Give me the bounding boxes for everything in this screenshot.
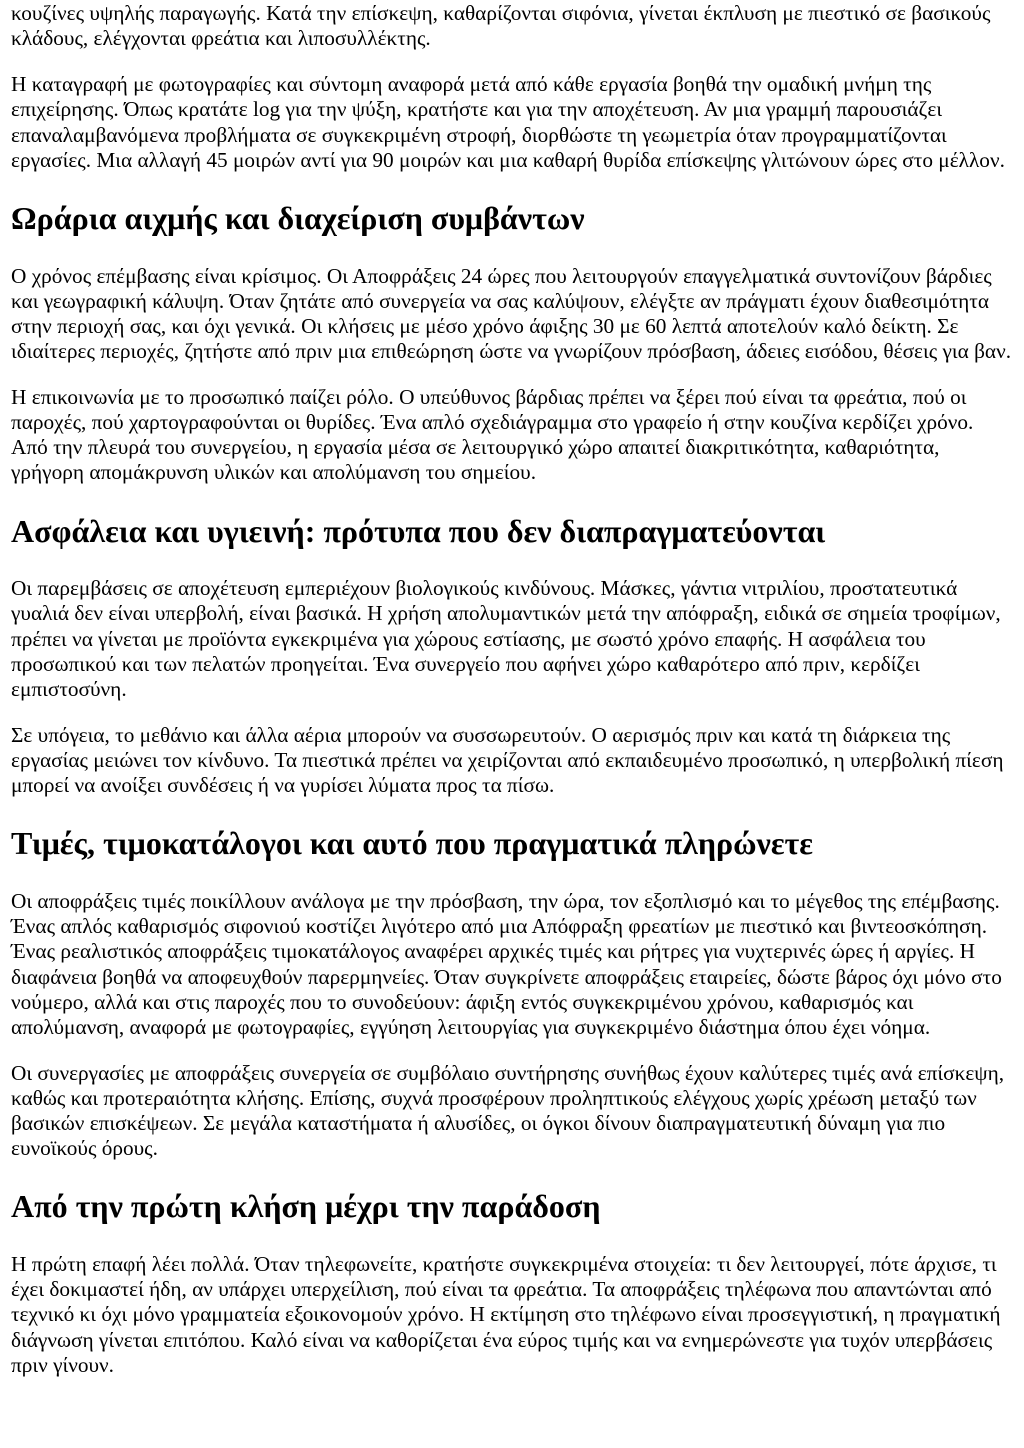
paragraph: Η επικοινωνία με το προσωπικό παίζει ρόλο. Ο υπεύθυνος βάρδιας πρέπει να ξέρει πού είναι τα φρεάτια, πού οι παροχές, πού χαρτογραφούνται οι θυρίδες. Ένα απλό σχεδιάγραμμα στο γραφείο ή στην κουζίνα κερδίζει χρόνο. Από την πλευρά του συνεργείου, η εργασία μέσα σε λειτουργικό χώρο απαιτεί διακριτικότητα, καθαριότητα, γρήγορη απομάκρυνση υλικών και απολύμανση του σημείου. bbox=[11, 385, 974, 485]
paragraph: Ο χρόνος επέμβασης είναι κρίσιμος. Οι Αποφράξεις 24 ώρες που λειτουργούν επαγγελματικά συντονίζουν βάρδιες και γεωγραφική κάλυψη. Όταν ζητάτε από συνεργεία να σας καλύψουν, ελέγξτε αν πράγματι έχουν διαθεσιμότητα στην περιοχή σας, και όχι γενικά. Οι κλήσεις με μέσο χρόνο άφιξης 30 με 60 λεπτά αποτελούν καλό δείκτη. Σε ιδιαίτερες περιοχές, ζητήστε από πριν μια επιθεώρηση ώστε να γνωρίζουν πρόσβαση, άδειες εισόδου, θέσεις για βαν. bbox=[11, 263, 1012, 363]
article-body bbox=[11, 0, 1013, 1378]
section-heading: Ασφάλεια και υγιεινή: πρότυπα που δεν διαπραγματεύονται bbox=[11, 512, 826, 549]
paragraph: Οι αποφράξεις τιμές ποικίλλουν ανάλογα με την πρόσβαση, την ώρα, τον εξοπλισμό και το μέγεθος της επέμβασης. Ένας απλός καθαρισμός σιφονιού κοστίζει λιγότερο από μια Απόφραξη φρεατίων με πιεστικό και βιντεοσκόπηση. Ένας ρεαλιστικός αποφράξεις τιμοκατάλογος αναφέρει αρχικές τιμές και ρήτρες για νυχτερινές ώρες ή αργίες. Η διαφάνεια βοηθά να αποφευχθούν παρερμηνείες. Όταν συγκρίνετε αποφράξεις εταιρείες, δώστε βάρος όχι μόνο στο νούμερο, αλλά και στις παροχές που το συνοδεύουν: άφιξη εντός συγκεκριμένου χρόνου, καθαρισμός και απολύμανση, αναφορά με φωτογραφίες, εγγύηση λειτουργίας για συγκεκριμένο διάστημα όπου έχει νόημα. bbox=[11, 889, 1002, 1039]
section-heading: Από την πρώτη κλήση μέχρι την παράδοση bbox=[11, 1188, 601, 1225]
paragraph: Η πρώτη επαφή λέει πολλά. Όταν τηλεφωνείτε, κρατήστε συγκεκριμένα στοιχεία: τι δεν λειτουργεί, πότε άρχισε, τι έχει δοκιμαστεί ήδη, αν υπάρχει υπερχείλιση, πού είναι τα φρεάτια. Τα αποφράξεις τηλέφωνα που απαντώνται από τεχνικό κι όχι μόνο γραμματεία εξοικονομούν χρόνο. Η εκτίμηση στο τηλέφωνο είναι προσεγγιστική, η πραγματική διάγνωση γίνεται επιτόπου. Καλό είναι να καθορίζεται ένα εύρος τιμής και να ενημερώνεστε για τυχόν υπερβάσεις πριν γίνουν. bbox=[11, 1252, 1001, 1377]
section-prices bbox=[11, 825, 1013, 1161]
section-peak-hours bbox=[11, 200, 1013, 486]
paragraph: Σε υπόγεια, το μεθάνιο και άλλα αέρια μπορούν να συσσωρευτούν. Ο αερισμός πριν και κατά τη διάρκεια της εργασίας μειώνει τον κίνδυνο. Τα πιεστικά πρέπει να χειρίζονται από εκπαιδευμένο προσωπικό, η υπερβολική πίεση μπορεί να ανοίξει συνδέσεις ή να γυρίσει λύματα προς τα πίσω. bbox=[11, 722, 1004, 798]
paragraph: Οι συνεργασίες με αποφράξεις συνεργεία σε συμβόλαιο συντήρησης συνήθως έχουν καλύτερες τιμές ανά επίσκεψη, καθώς και προτεραιότητα κλήσης. Επίσης, συχνά προσφέρουν προληπτικούς ελέγχους χωρίς χρέωση μεταξύ των βασικών επισκέψεων. Σε μεγάλα καταστήματα ή αλυσίδες, οι όγκοι δίνουν διαπραγματευτική δύναμη για πιο ευνοϊκούς όρους. bbox=[11, 1060, 1005, 1161]
paragraph: κουζίνες υψηλής παραγωγής. Κατά την επίσκεψη, καθαρίζονται σιφόνια, γίνεται έκπλυση με πιεστικό σε βασικούς κλάδους, ελέγχονται φρεάτια και λιποσυλλέκτης. bbox=[11, 1, 991, 51]
section-heading: Ωράρια αιχμής και διαχείριση συμβάντων bbox=[11, 199, 585, 236]
paragraph: Οι παρεμβάσεις σε αποχέτευση εμπεριέχουν βιολογικούς κινδύνους. Μάσκες, γάντια νιτριλίου, προστατευτικά γυαλιά δεν είναι υπερβολή, είναι βασικά. Η χρήση απολυμαντικών μετά την απόφραξη, ειδικά σε σημεία τροφίμων, πρέπει να γίνεται με προϊόντα εγκεκριμένα για χώρους εστίασης, με σωστό χρόνο επαφής. Η ασφάλεια του προσωπικού και των πελατών προηγείται. Ένα συνεργείο που αφήνει χώρο καθαρότερο από πριν, κερδίζει εμπιστοσύνη. bbox=[11, 576, 1001, 701]
section-first-call bbox=[11, 1188, 1013, 1377]
section-heading: Τιμές, τιμοκατάλογοι και αυτό που πραγματικά πληρώνετε bbox=[11, 825, 813, 862]
section-safety-hygiene bbox=[11, 513, 1013, 799]
paragraph: Η καταγραφή με φωτογραφίες και σύντομη αναφορά μετά από κάθε εργασία βοηθά την ομαδική μνήμη της επιχείρησης. Όπως κρατάτε log για την ψύξη, κρατήστε και για την αποχέτευση. Αν μια γραμμή παρουσιάζει επαναλαμβανόμενα προβλήματα σε συγκεκριμένη στροφή, διορθώστε τη γεωμετρία όταν προγραμματίζονται εργασίες. Μια αλλαγή 45 μοιρών αντί για 90 μοιρών και μια καθαρή θυρίδα επίσκεψης γλιτώνουν ώρες στο μέλλον. bbox=[11, 72, 1005, 172]
